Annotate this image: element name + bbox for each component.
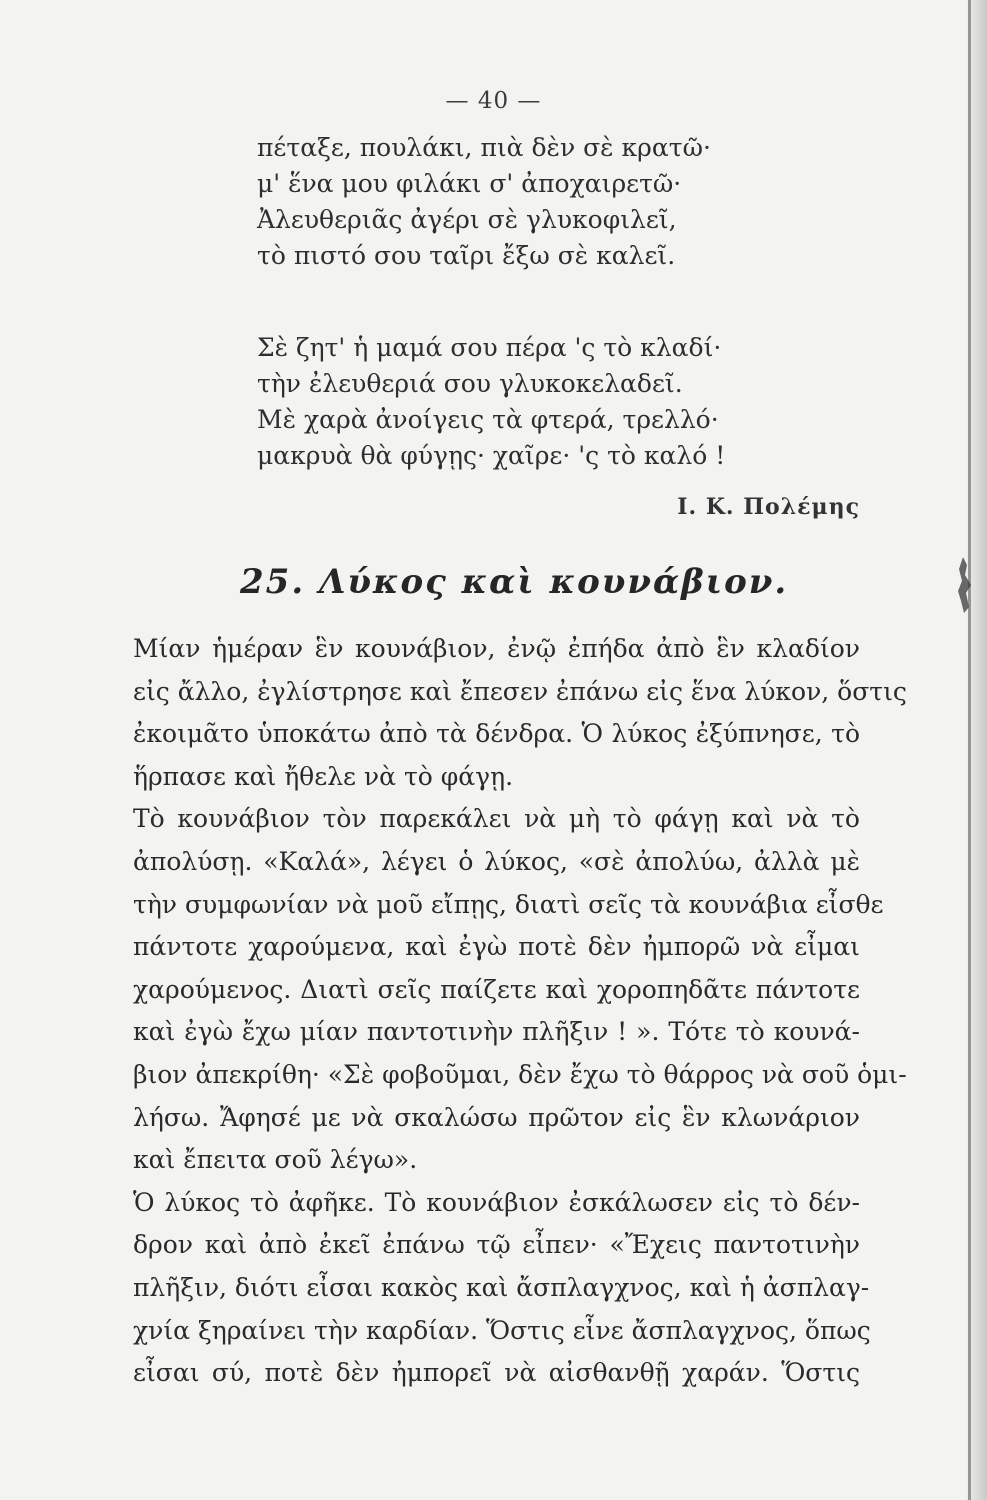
text-line: λήσω. Ἄφησέ με νὰ σκαλώσω πρῶτον εἰς ἓν κλωνάριον [133, 1102, 860, 1132]
poem-line: μακρυὰ θὰ φύγῃς· χαῖρε· 'ς τὸ καλό ! [257, 441, 726, 470]
text-line: δρον καὶ ἀπὸ ἐκεῖ ἐπάνω τῷ εἶπεν· «Ἔχεις παντοτινὴν [133, 1230, 860, 1260]
poem-stanza-2 [257, 330, 777, 474]
text-line: καὶ ἔπειτα σοῦ λέγω». [133, 1145, 418, 1175]
poem-stanza-1 [257, 130, 777, 274]
poem-author-signature: Ι. Κ. Πολέμης [677, 494, 860, 520]
ink-blot-mark [955, 555, 975, 615]
story-text [133, 628, 907, 1395]
poem-line: Ἀλευθεριᾶς ἀγέρι σὲ γλυκοφιλεῖ, [257, 205, 677, 234]
text-line: χαρούμενος. Διατὶ σεῖς παίζετε καὶ χοροπηδᾶτε πάντοτε [133, 974, 860, 1004]
text-line: πάντοτε χαρούμενα, καὶ ἐγὼ ποτὲ δὲν ἠμπορῶ νὰ εἶμαι [133, 932, 860, 962]
poem-line: τὴν ἐλευθεριά σου γλυκοκελαδεῖ. [257, 369, 683, 398]
text-line: ἥρπασε καὶ ἤθελε νὰ τὸ φάγῃ. [133, 761, 514, 791]
text-line: ἀπολύσῃ. «Καλά», λέγει ὁ λύκος, «σὲ ἀπολύω, ἀλλὰ μὲ [133, 846, 860, 876]
text-line: εἰς ἄλλο, ἐγλίστρησε καὶ ἔπεσεν ἐπάνω εἰς ἕνα λύκον, ὅστις [133, 676, 907, 706]
poem-line: μ' ἕνα μου φιλάκι σ' ἀποχαιρετῶ· [257, 169, 682, 198]
text-line: Τὸ κουνάβιον τὸν παρεκάλει νὰ μὴ τὸ φάγῃ καὶ νὰ τὸ [133, 804, 860, 834]
text-line: εἶσαι σύ, ποτὲ δὲν ἠμπορεῖ νὰ αἰσθανθῇ χαράν. Ὅστις [133, 1358, 860, 1388]
text-line: ἐκοιμᾶτο ὑποκάτω ἀπὸ τὰ δένδρα. Ὁ λύκος ἐξύπνησε, τὸ [133, 719, 860, 749]
poem-line: Σὲ ζητ' ἡ μαμά σου πέρα 'ς τὸ κλαδί· [257, 333, 722, 362]
text-line: τὴν συμφωνίαν νὰ μοῦ εἴπῃς, διατὶ σεῖς τὰ κουνάβια εἶσθε [133, 889, 884, 919]
text-line: καὶ ἐγὼ ἔχω μίαν παντοτινὴν πλῆξιν ! ». Τότε τὸ κουνά- [133, 1017, 860, 1047]
text-line: χνία ξηραίνει τὴν καρδίαν. Ὅστις εἶνε ἄσπλαγχνος, ὅπως [133, 1315, 871, 1345]
text-line: βιον ἀπεκρίθη· «Σὲ φοβοῦμαι, δὲν ἔχω τὸ θάρρος νὰ σοῦ ὁμι- [133, 1059, 907, 1089]
text-line: Ὁ λύκος τὸ ἀφῆκε. Τὸ κουνάβιον ἐσκάλωσεν εἰς τὸ δέν- [133, 1187, 860, 1217]
section-heading: 25. Λύκος καὶ κουνάβιον. [240, 562, 789, 602]
text-line: πλῆξιν, διότι εἶσαι κακὸς καὶ ἄσπλαγχνος, καὶ ἡ ἀσπλαγ- [133, 1272, 870, 1302]
poem-line: τὸ πιστό σου ταῖρι ἔξω σὲ καλεῖ. [257, 241, 676, 270]
page-number: — 40 — [445, 88, 542, 114]
poem-line: πέταξε, πουλάκι, πιὰ δὲν σὲ κρατῶ· [257, 133, 711, 162]
page-edge-line [968, 0, 971, 1500]
poem-line: Μὲ χαρὰ ἀνοίγεις τὰ φτερά, τρελλό· [257, 405, 719, 434]
text-line: Μίαν ἡμέραν ἓν κουνάβιον, ἐνῷ ἐπήδα ἀπὸ ἓν κλαδίον [133, 634, 860, 663]
